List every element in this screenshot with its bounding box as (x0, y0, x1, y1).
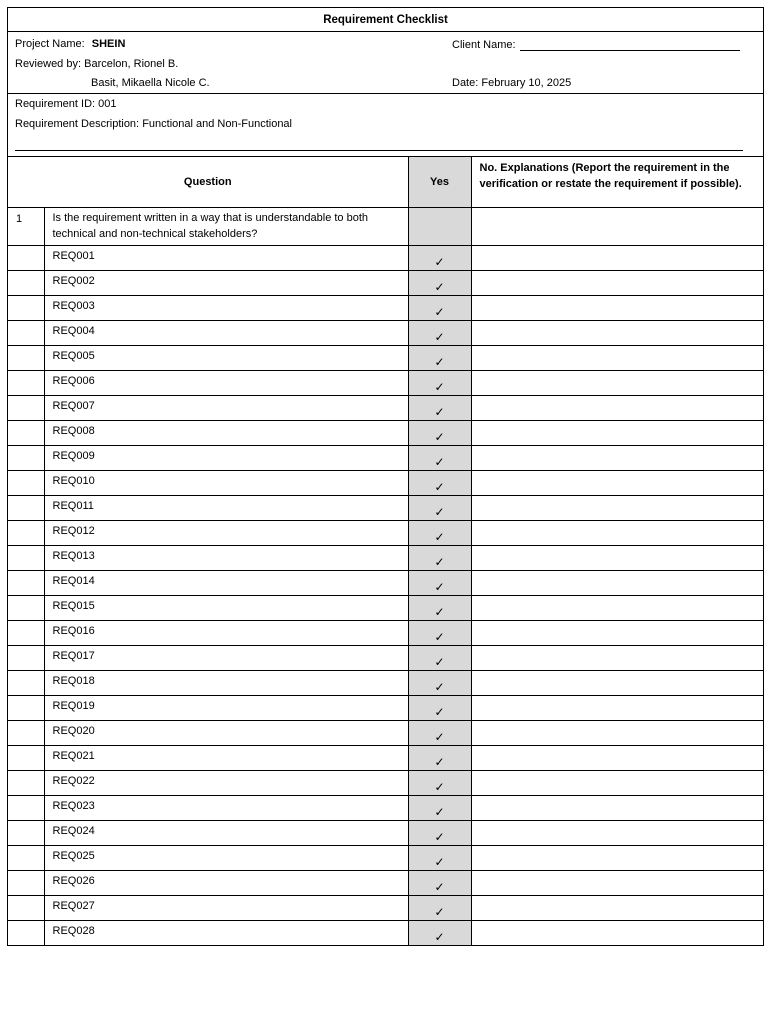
table-row (8, 445, 763, 470)
check-mark-icon: ✓ (434, 329, 445, 344)
check-mark-icon: ✓ (434, 904, 445, 919)
explanation-cell[interactable] (471, 445, 763, 470)
table-row (8, 545, 763, 570)
table-row (8, 795, 763, 820)
explanation-cell[interactable] (471, 420, 763, 445)
requirement-id-cell: REQ015 (44, 595, 408, 620)
row-number-cell (8, 295, 44, 320)
reviewed-by-label: Reviewed by: (15, 58, 82, 70)
requirement-id-line (15, 98, 117, 110)
explanation-cell[interactable] (471, 670, 763, 695)
yes-check-cell[interactable] (408, 470, 471, 495)
requirement-id-cell: REQ003 (44, 295, 408, 320)
requirement-info-block (8, 94, 763, 157)
table-row (8, 620, 763, 645)
requirement-id-cell: REQ010 (44, 470, 408, 495)
table-row (8, 870, 763, 895)
requirement-id-cell: REQ011 (44, 495, 408, 520)
table-row (8, 645, 763, 670)
check-mark-icon: ✓ (434, 429, 445, 444)
requirement-id-cell: REQ004 (44, 320, 408, 345)
explanation-cell[interactable] (471, 570, 763, 595)
table-row (8, 595, 763, 620)
table-row (8, 395, 763, 420)
yes-column-header: Yes (408, 157, 471, 207)
yes-check-cell[interactable] (408, 395, 471, 420)
table-row (8, 470, 763, 495)
explanation-cell[interactable] (471, 770, 763, 795)
check-mark-icon: ✓ (434, 529, 445, 544)
table-row (8, 370, 763, 395)
yes-cell[interactable] (408, 207, 471, 245)
row-number-cell (8, 470, 44, 495)
table-row (8, 245, 763, 270)
explanation-cell[interactable] (471, 207, 763, 245)
table-row (8, 320, 763, 345)
row-number-cell (8, 445, 44, 470)
reviewer-1: Barcelon, Rionel B. (84, 58, 179, 70)
row-number-cell (8, 570, 44, 595)
row-number-cell (8, 770, 44, 795)
table-row (8, 420, 763, 445)
explanation-cell[interactable] (471, 320, 763, 345)
yes-check-cell[interactable] (408, 795, 471, 820)
check-mark-icon: ✓ (434, 454, 445, 469)
yes-check-cell[interactable] (408, 695, 471, 720)
requirement-id-cell: REQ013 (44, 545, 408, 570)
project-info-block (8, 32, 763, 94)
requirement-description-value: Functional and Non-Functional (142, 118, 292, 130)
row-number-cell (8, 345, 44, 370)
row-number-cell (8, 620, 44, 645)
check-mark-icon: ✓ (434, 554, 445, 569)
row-number-cell (8, 395, 44, 420)
explanation-cell[interactable] (471, 745, 763, 770)
date-label: Date: (452, 77, 479, 89)
row-number-cell (8, 820, 44, 845)
check-mark-icon: ✓ (434, 854, 445, 869)
requirement-id-cell: REQ028 (44, 920, 408, 945)
document-title: Requirement Checklist (8, 8, 763, 32)
check-mark-icon: ✓ (434, 879, 445, 894)
requirement-description-line (15, 118, 292, 130)
row-number-cell (8, 545, 44, 570)
yes-check-cell[interactable] (408, 245, 471, 270)
row-number-cell (8, 695, 44, 720)
yes-check-cell[interactable] (408, 345, 471, 370)
requirement-id-cell: REQ022 (44, 770, 408, 795)
yes-check-cell[interactable] (408, 870, 471, 895)
reviewed-by-line (15, 58, 178, 70)
row-number-cell (8, 795, 44, 820)
requirement-id-cell: REQ027 (44, 895, 408, 920)
explanation-cell[interactable] (471, 920, 763, 945)
explanation-cell[interactable] (471, 720, 763, 745)
explanation-cell[interactable] (471, 820, 763, 845)
requirement-id-cell: REQ009 (44, 445, 408, 470)
explanation-cell[interactable] (471, 870, 763, 895)
explanation-cell[interactable] (471, 645, 763, 670)
yes-check-cell[interactable] (408, 520, 471, 545)
question-number: 1 (8, 207, 44, 245)
explanation-cell[interactable] (471, 895, 763, 920)
explanation-cell[interactable] (471, 620, 763, 645)
row-number-cell (8, 870, 44, 895)
explanation-cell[interactable] (471, 370, 763, 395)
project-name-line (15, 38, 125, 50)
table-row (8, 895, 763, 920)
check-mark-icon: ✓ (434, 679, 445, 694)
row-number-cell (8, 520, 44, 545)
row-number-cell (8, 745, 44, 770)
check-mark-icon: ✓ (434, 654, 445, 669)
requirement-description-underline (15, 150, 743, 151)
requirement-id-cell: REQ017 (44, 645, 408, 670)
requirement-id-cell: REQ023 (44, 795, 408, 820)
table-row (8, 820, 763, 845)
question-row (8, 207, 763, 245)
table-row (8, 670, 763, 695)
table-header-row (8, 157, 763, 207)
explanation-cell[interactable] (471, 470, 763, 495)
row-number-cell (8, 645, 44, 670)
explanation-cell[interactable] (471, 245, 763, 270)
question-text: Is the requirement written in a way that is understandable to both technical and non-technical stakeholders? (44, 207, 408, 245)
check-mark-icon: ✓ (434, 729, 445, 744)
check-mark-icon: ✓ (434, 279, 445, 294)
requirement-id-cell: REQ005 (44, 345, 408, 370)
check-mark-icon: ✓ (434, 479, 445, 494)
explanation-cell[interactable] (471, 695, 763, 720)
check-mark-icon: ✓ (434, 504, 445, 519)
table-row (8, 520, 763, 545)
check-mark-icon: ✓ (434, 754, 445, 769)
explanation-cell[interactable] (471, 270, 763, 295)
yes-check-cell[interactable] (408, 495, 471, 520)
row-number-cell (8, 720, 44, 745)
client-name-line (452, 38, 740, 51)
yes-check-cell[interactable] (408, 370, 471, 395)
row-number-cell (8, 320, 44, 345)
yes-check-cell[interactable] (408, 320, 471, 345)
explanation-cell[interactable] (471, 295, 763, 320)
explanation-cell[interactable] (471, 545, 763, 570)
table-row (8, 720, 763, 745)
table-row (8, 695, 763, 720)
check-mark-icon: ✓ (434, 354, 445, 369)
requirement-id-cell: REQ020 (44, 720, 408, 745)
project-name-label: Project Name: (15, 38, 85, 50)
check-mark-icon: ✓ (434, 629, 445, 644)
requirement-description-label: Requirement Description: (15, 118, 140, 130)
yes-check-cell[interactable] (408, 670, 471, 695)
yes-check-cell[interactable] (408, 570, 471, 595)
explanation-cell[interactable] (471, 845, 763, 870)
yes-check-cell[interactable] (408, 720, 471, 745)
table-row (8, 495, 763, 520)
requirement-id-cell: REQ008 (44, 420, 408, 445)
check-mark-icon: ✓ (434, 379, 445, 394)
check-mark-icon: ✓ (434, 930, 445, 944)
requirement-id-cell: REQ016 (44, 620, 408, 645)
explanation-cell[interactable] (471, 345, 763, 370)
yes-check-cell[interactable] (408, 595, 471, 620)
explanation-cell[interactable] (471, 795, 763, 820)
table-row (8, 570, 763, 595)
requirement-id-cell: REQ019 (44, 695, 408, 720)
yes-check-cell[interactable] (408, 845, 471, 870)
yes-check-cell[interactable] (408, 770, 471, 795)
yes-check-cell[interactable] (408, 645, 471, 670)
check-mark-icon: ✓ (434, 579, 445, 594)
date-line (452, 77, 571, 89)
explanation-cell[interactable] (471, 595, 763, 620)
yes-check-cell[interactable] (408, 820, 471, 845)
row-number-cell (8, 595, 44, 620)
requirement-id-cell: REQ001 (44, 245, 408, 270)
check-mark-icon: ✓ (434, 804, 445, 819)
row-number-cell (8, 420, 44, 445)
reviewer-2: Basit, Mikaella Nicole C. (91, 77, 210, 89)
requirement-id-cell: REQ025 (44, 845, 408, 870)
row-number-cell (8, 920, 44, 945)
explanation-cell[interactable] (471, 395, 763, 420)
row-number-cell (8, 895, 44, 920)
checklist-table (8, 157, 763, 945)
table-row (8, 745, 763, 770)
row-number-cell (8, 245, 44, 270)
explanation-cell[interactable] (471, 495, 763, 520)
table-row (8, 845, 763, 870)
table-row (8, 345, 763, 370)
row-number-cell (8, 495, 44, 520)
check-mark-icon: ✓ (434, 254, 445, 269)
requirement-id-cell: REQ014 (44, 570, 408, 595)
yes-check-cell[interactable] (408, 895, 471, 920)
requirement-id-cell: REQ007 (44, 395, 408, 420)
row-number-cell (8, 670, 44, 695)
explanations-column-header: No. Explanations (Report the requirement in the verification or restate the requirement if possible). (471, 157, 763, 207)
check-mark-icon: ✓ (434, 304, 445, 319)
project-name-value: SHEIN (91, 38, 126, 50)
requirement-id-cell: REQ018 (44, 670, 408, 695)
row-number-cell (8, 370, 44, 395)
check-mark-icon: ✓ (434, 704, 445, 719)
client-name-label: Client Name: (452, 39, 516, 51)
requirement-id-cell: REQ006 (44, 370, 408, 395)
row-number-cell (8, 845, 44, 870)
yes-check-cell[interactable] (408, 295, 471, 320)
yes-check-cell[interactable] (408, 270, 471, 295)
requirement-id-label: Requirement ID: (15, 98, 96, 110)
client-name-blank-field[interactable] (520, 38, 740, 51)
explanation-cell[interactable] (471, 520, 763, 545)
requirement-id-value: 001 (98, 98, 117, 110)
yes-check-cell[interactable] (408, 745, 471, 770)
check-mark-icon: ✓ (434, 829, 445, 844)
row-number-cell (8, 270, 44, 295)
requirement-id-cell: REQ026 (44, 870, 408, 895)
requirement-id-cell: REQ012 (44, 520, 408, 545)
table-row (8, 770, 763, 795)
requirement-checklist-sheet (7, 7, 764, 946)
yes-check-cell[interactable] (408, 545, 471, 570)
requirement-id-cell: REQ021 (44, 745, 408, 770)
yes-check-cell[interactable] (408, 445, 471, 470)
yes-check-cell[interactable] (408, 420, 471, 445)
date-value: February 10, 2025 (481, 77, 572, 89)
table-row (8, 920, 763, 945)
yes-check-cell[interactable] (408, 920, 471, 945)
check-mark-icon: ✓ (434, 604, 445, 619)
table-row (8, 295, 763, 320)
yes-check-cell[interactable] (408, 620, 471, 645)
table-row (8, 270, 763, 295)
requirement-id-cell: REQ002 (44, 270, 408, 295)
check-mark-icon: ✓ (434, 779, 445, 794)
check-mark-icon: ✓ (434, 404, 445, 419)
requirement-id-cell: REQ024 (44, 820, 408, 845)
question-column-header: Question (8, 157, 408, 207)
